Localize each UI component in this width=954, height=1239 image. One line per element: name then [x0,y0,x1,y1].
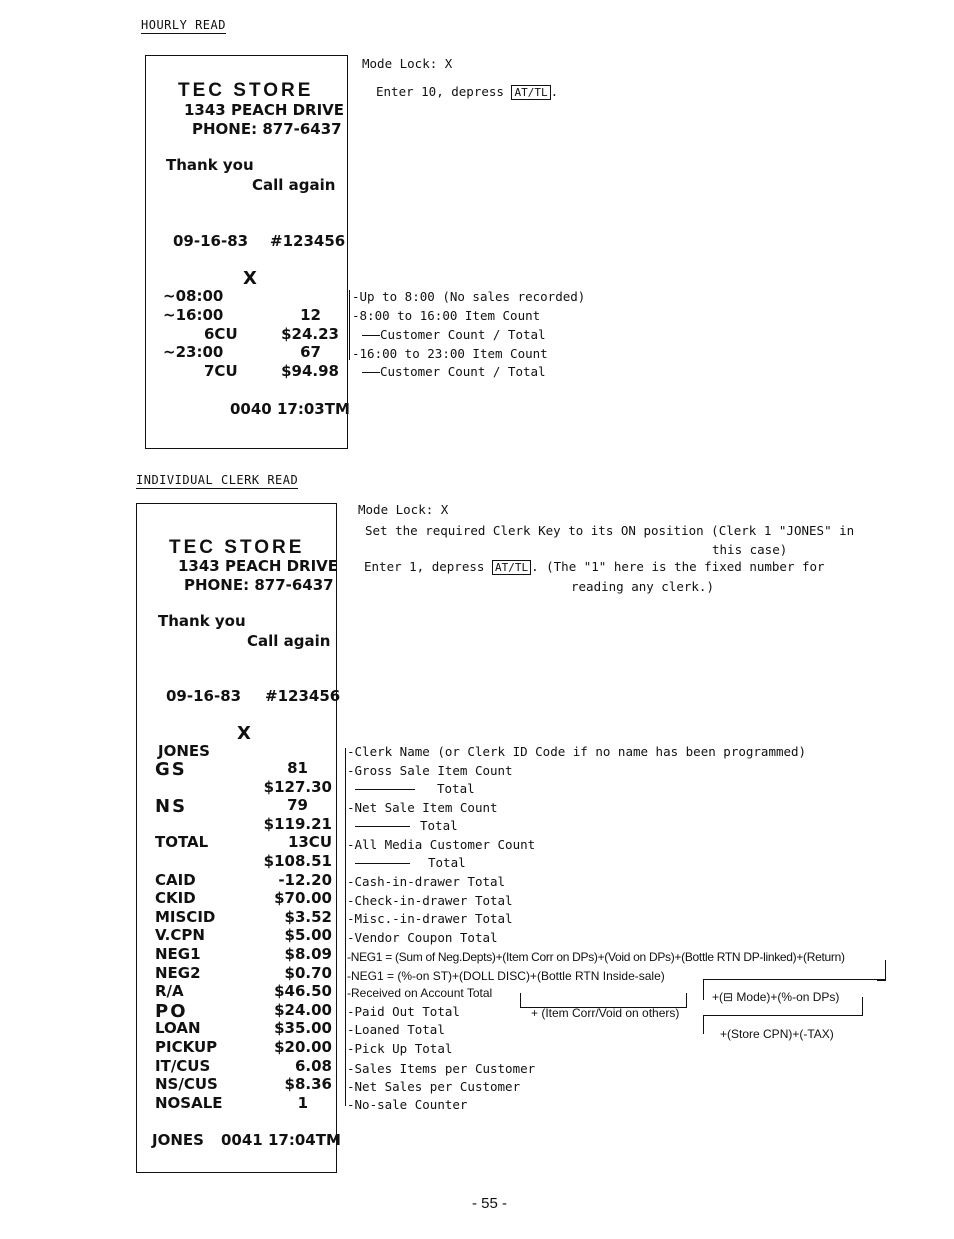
row-label: NEG2 [155,963,201,982]
note-misc: -Misc.-in-drawer Total [347,911,513,926]
note-text: Paid Out Total [354,1004,460,1019]
clerk-heading: INDIVIDUAL CLERK READ [136,473,299,487]
note-nosale: -No-sale Counter [347,1097,468,1112]
at-tl-key: AT/TL [511,85,550,100]
note-gs-total [355,781,475,796]
note-text: Vendor Coupon Total [354,930,498,945]
row-value: $70.00 [274,889,332,908]
row-value: $3.52 [284,907,332,926]
row-value: $119.21 [263,814,332,833]
row-value: $8.36 [284,1075,332,1094]
clerk-receipt [136,503,341,1173]
receipt-date: 09-16-83 [166,687,242,705]
note-text: Net Sales per Customer [354,1079,521,1094]
row-label: LOAN [155,1019,201,1038]
row-label: NS [155,796,188,818]
page-number: - 55 - [472,1195,508,1212]
row-value: 81 [287,759,308,777]
row-value: $24.00 [274,1000,332,1019]
row-label: R/A [155,982,184,1001]
row-label: ~08:00 [163,287,224,305]
note-pickup: -Pick Up Total [347,1041,453,1056]
instruction-suffix: . (The "1" here is the fixed number for [531,559,825,574]
note-text: Customer Count / Total [380,327,546,342]
row-label: V.CPN [155,926,205,945]
instruction-2 [364,559,825,574]
note-ckid: -Check-in-drawer Total [347,893,513,908]
note-loan: -Loaned Total [347,1022,445,1037]
row-label: IT/CUS [155,1056,211,1075]
note-text: Net Sale Item Count [354,800,498,815]
row-label: 7CU [204,362,238,380]
instruction-1b: this case) [712,542,788,557]
note-text: Received on Account Total [351,986,493,1000]
note-text: Misc.-in-drawer Total [354,911,513,926]
thank-you: Thank you [166,156,254,174]
note-neg2-cont: +(⊟ Mode)+(%-on DPs) [712,990,840,1004]
call-again: Call again [247,632,331,650]
receipt-date: 09-16-83 [173,232,249,250]
row-value: -12.20 [278,870,332,889]
note-text: Loaned Total [354,1022,445,1037]
row-value: $108.51 [263,852,332,870]
instruction-suffix: . [550,84,559,99]
note-po-cont: +(Store CPN)+(-TAX) [720,1027,834,1041]
row-value: 12 [300,306,321,324]
note-1600: -8:00 to 16:00 Item Count [352,308,541,323]
row-label: ~23:00 [163,343,224,361]
note-ra: -Received on Account Total [347,986,493,1000]
note-caid: -Cash-in-drawer Total [347,874,506,889]
note-neg2: -NEG1 = (%-on ST)+(DOLL DISC)+(Bottle RTN Inside-sale) [347,969,665,983]
note-nscus: -Net Sales per Customer [347,1079,521,1094]
mode-x: X [243,268,259,289]
note-text: Total [428,855,466,870]
row-label: NOSALE [155,1093,223,1112]
row-label: GS [155,759,187,780]
row-label: TOTAL [155,833,209,852]
row-label: NEG1 [155,945,201,963]
row-label: 6CU [204,325,238,343]
call-again: Call again [252,176,336,194]
row-value: 1 [297,1093,308,1112]
note-clerk-name: -Clerk Name (or Clerk ID Code if no name has been programmed) [347,744,807,759]
instruction-text: Enter 10, depress [376,84,504,99]
row-value: $46.50 [274,982,332,1001]
note-text: Sales Items per Customer [354,1061,536,1076]
note-text: 8:00 to 16:00 Item Count [359,308,541,323]
store-phone: PHONE: 877-6437 [192,120,342,138]
note-media-count: -All Media Customer Count [347,837,536,852]
store-name: TEC STORE [169,537,305,558]
footer-clerk: JONES [152,1131,204,1149]
note-vcpn: -Vendor Coupon Total [347,930,498,945]
note-text: NEG1 = (Sum of Neg.Depts)+(Item Corr on DPs)+(Void on DPs)+(Bottle RTN DP-linked)+(Return) [350,950,845,964]
row-value: 13CU [287,833,332,852]
row-value: $94.98 [281,362,339,380]
note-text: Total [420,818,458,833]
row-value: $5.00 [284,926,332,945]
hourly-heading: HOURLY READ [141,18,226,32]
instruction-2b: reading any clerk.) [571,579,714,594]
row-value: 67 [300,343,321,361]
note-2300: -16:00 to 23:00 Item Count [352,346,548,361]
note-7cu [362,364,546,379]
receipt-number: #123456 [270,232,346,250]
note-text: Clerk Name (or Clerk ID Code if no name has been programmed) [354,744,807,759]
receipt-footer: 0041 17:04TM [221,1131,341,1149]
store-address: 1343 PEACH DRIVE [184,101,345,119]
note-ns-total [355,818,458,833]
note-text: Cash-in-drawer Total [354,874,506,889]
instruction-text: Enter 1, depress [364,559,485,574]
note-text: Total [437,781,475,796]
row-label: MISCID [155,907,216,926]
note-text: NEG1 = (%-on ST)+(DOLL DISC)+(Bottle RTN Inside-sale) [351,969,665,983]
note-po: -Paid Out Total [347,1004,460,1019]
note-text: Check-in-drawer Total [354,893,513,908]
row-value: $24.23 [281,325,339,343]
bracket-line [877,960,886,981]
row-value: 79 [287,796,308,815]
mode-x: X [237,723,253,744]
hourly-receipt [145,55,348,449]
note-6cu [362,327,546,342]
bracket [349,290,350,360]
row-value: $0.70 [284,963,332,982]
clerk-name: JONES [158,742,210,760]
row-label: PO [155,1000,188,1022]
note-neg1: -NEG1 = (Sum of Neg.Depts)+(Item Corr on DPs)+(Void on DPs)+(Bottle RTN DP-linked)+(Return) [347,950,845,964]
row-label: ~16:00 [163,306,224,324]
row-label: CAID [155,870,196,889]
note-media-total [355,855,466,870]
store-name: TEC STORE [178,80,314,101]
row-value: $20.00 [274,1038,332,1056]
note-gs-count: -Gross Sale Item Count [347,763,513,778]
row-label: CKID [155,889,196,908]
receipt-footer: 0040 17:03TM [230,400,350,418]
row-value: $35.00 [274,1019,332,1038]
note-text: Pick Up Total [354,1041,453,1056]
note-text: No-sale Counter [354,1097,468,1112]
mode-lock: Mode Lock: X [362,56,453,71]
bracket-line [852,997,863,1016]
note-itcus: -Sales Items per Customer [347,1061,536,1076]
note-ra-cont: + (Item Corr/Void on others) [531,1006,680,1020]
store-phone: PHONE: 877-6437 [184,576,334,594]
instruction-1: Set the required Clerk Key to its ON position (Clerk 1 "JONES" in [365,523,855,538]
note-text: Customer Count / Total [380,364,546,379]
note-text: Gross Sale Item Count [354,763,513,778]
row-value: $8.09 [284,945,332,963]
store-address: 1343 PEACH DRIVE [178,557,339,575]
note-text: Up to 8:00 (No sales recorded) [359,289,586,304]
instruction [376,84,558,99]
row-value: $127.30 [263,777,332,796]
note-ns-count: -Net Sale Item Count [347,800,498,815]
receipt-number: #123456 [265,687,341,705]
mode-lock: Mode Lock: X [358,502,449,517]
at-tl-key: AT/TL [492,560,531,575]
bracket [345,748,346,1106]
thank-you: Thank you [158,612,246,630]
row-label: NS/CUS [155,1075,218,1094]
note-text: All Media Customer Count [354,837,536,852]
row-label: PICKUP [155,1038,218,1056]
row-value: 6.08 [294,1056,332,1075]
note-text: 16:00 to 23:00 Item Count [359,346,548,361]
note-0800: -Up to 8:00 (No sales recorded) [352,289,586,304]
